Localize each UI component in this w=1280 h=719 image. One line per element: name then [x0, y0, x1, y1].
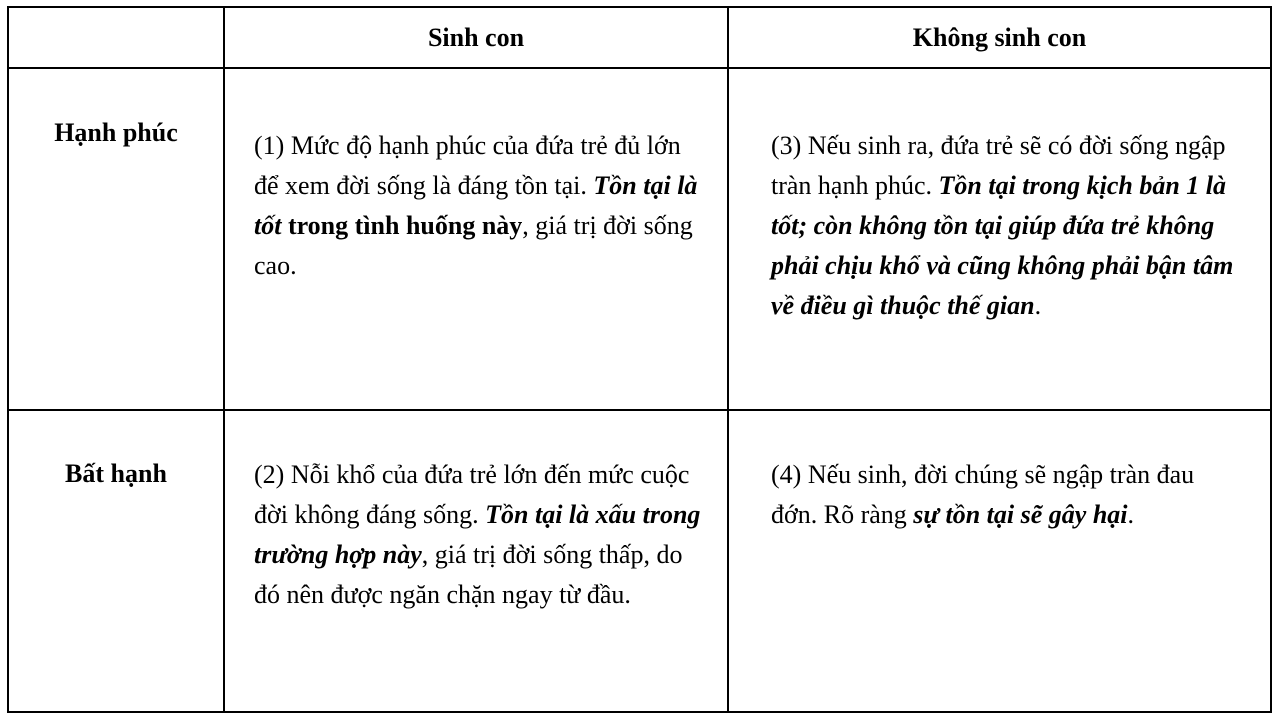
- cell-2: [224, 410, 728, 712]
- cell-4-text-end: .: [1127, 500, 1135, 529]
- comparison-table: [7, 6, 1272, 713]
- cell-3-text-end: .: [1034, 291, 1042, 320]
- cell-1-bold: trong tình huống này: [281, 211, 523, 240]
- cell-2-bold-italic: Tồn tại là xấu trong trường hợp này: [254, 500, 701, 569]
- cell-1: [224, 68, 728, 410]
- cell-2-text-end: , giá trị đời sống thấp, do đó nên được ngăn chặn ngay từ đầu.: [254, 540, 683, 609]
- row-label-bat-hanh: Bất hạnh: [8, 410, 224, 712]
- cell-3-bold-italic: Tồn tại trong kịch bản 1 là tốt; còn không tồn tại giúp đứa trẻ không phải chịu khổ và cũng không phải bận tâm về điều gì thuộc thế gian: [771, 171, 1234, 320]
- cell-1-bold-italic: Tồn tại là tốt: [254, 171, 698, 240]
- cell-1-text: (1) Mức độ hạnh phúc của đứa trẻ đủ lớn để xem đời sống là đáng tồn tại.: [254, 131, 681, 200]
- row-label-hanh-phuc: Hạnh phúc: [8, 68, 224, 410]
- table-row-bat-hanh: [8, 410, 1271, 712]
- cell-4-bold-italic: sự tồn tại sẽ gây hại: [913, 500, 1128, 529]
- cell-4-text: (4) Nếu sinh, đời chúng sẽ ngập tràn đau đớn. Rõ ràng: [771, 460, 1195, 529]
- cell-1-text-end: , giá trị đời sống cao.: [254, 211, 693, 280]
- cell-4: [728, 410, 1271, 712]
- cell-3-text: (3) Nếu sinh ra, đứa trẻ sẽ có đời sống ngập tràn hạnh phúc.: [771, 131, 1226, 200]
- corner-cell: [8, 7, 224, 68]
- cell-3: [728, 68, 1271, 410]
- table-row-hanh-phuc: [8, 68, 1271, 410]
- cell-2-text: (2) Nỗi khổ của đứa trẻ lớn đến mức cuộc đời không đáng sống.: [254, 460, 690, 529]
- column-header-khong-sinh-con: Không sinh con: [728, 7, 1271, 68]
- column-header-sinh-con: Sinh con: [224, 7, 728, 68]
- table-header-row: [8, 7, 1271, 68]
